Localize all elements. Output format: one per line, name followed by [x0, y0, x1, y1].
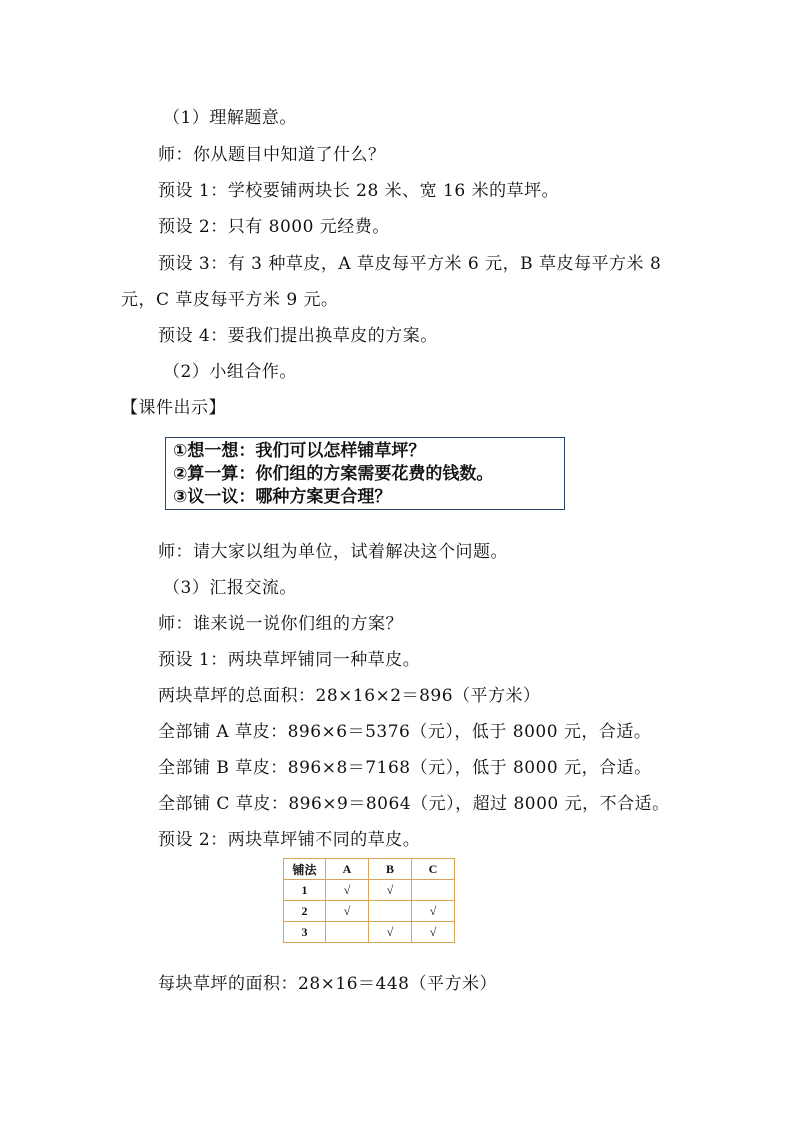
step-1-heading: （1）理解题意。 [163, 108, 297, 128]
assumption-3-continued: 元，C 草皮每平方米 9 元。 [121, 290, 339, 310]
table-cell: 3 [284, 922, 326, 943]
table-row [284, 880, 455, 901]
total-area-calc: 两块草坪的总面积：28×16×2＝896（平方米） [158, 686, 541, 706]
step-3-heading: （3）汇报交流。 [163, 578, 297, 598]
table-header-cell: A [326, 859, 369, 880]
table-cell [412, 880, 455, 901]
table-header-cell: 铺法 [284, 859, 326, 880]
table-cell: 1 [284, 880, 326, 901]
cost-calc-c: 全部铺 C 草皮：896×9＝8064（元），超过 8000 元，不合适。 [158, 794, 670, 814]
plan-assumption-2: 预设 2：两块草坪铺不同的草皮。 [158, 830, 421, 850]
assumption-3: 预设 3：有 3 种草皮，A 草皮每平方米 6 元，B 草皮每平方米 8 [158, 254, 662, 274]
table-cell: √ [369, 922, 412, 943]
single-area-calc: 每块草坪的面积：28×16＝448（平方米） [158, 974, 497, 994]
box-line-think: ①想一想：我们可以怎样铺草坪？ [173, 441, 426, 461]
teacher-question-1: 师：你从题目中知道了什么？ [158, 145, 386, 165]
table-header-cell: C [412, 859, 455, 880]
cost-calc-a: 全部铺 A 草皮：896×6＝5376（元），低于 8000 元，合适。 [158, 722, 652, 742]
box-line-discuss: ③议一议：哪种方案更合理？ [173, 487, 392, 507]
table-row [284, 922, 455, 943]
table-header-row [284, 859, 455, 880]
table-header-cell: B [369, 859, 412, 880]
table-cell [369, 901, 412, 922]
table-cell: √ [412, 901, 455, 922]
courseware-box [165, 437, 565, 510]
courseware-label: 【课件出示】 [121, 398, 226, 418]
table-cell: √ [369, 880, 412, 901]
assumption-4: 预设 4：要我们提出换草皮的方案。 [158, 326, 438, 346]
step-2-heading: （2）小组合作。 [163, 362, 297, 382]
table-cell: √ [412, 922, 455, 943]
teacher-question-2: 师：谁来说一说你们组的方案？ [158, 614, 403, 634]
table-cell [326, 922, 369, 943]
teacher-instruction: 师：请大家以组为单位，试着解决这个问题。 [158, 542, 508, 562]
table-row [284, 901, 455, 922]
table-cell: √ [326, 901, 369, 922]
assumption-1: 预设 1：学校要铺两块长 28 米、宽 16 米的草坪。 [158, 181, 560, 201]
cost-calc-b: 全部铺 B 草皮：896×8＝7168（元），低于 8000 元，合适。 [158, 758, 652, 778]
plan-table [283, 858, 455, 943]
assumption-2: 预设 2：只有 8000 元经费。 [158, 217, 390, 237]
box-line-calculate: ②算一算：你们组的方案需要花费的钱数。 [173, 464, 494, 484]
table-cell: √ [326, 880, 369, 901]
plan-assumption-1: 预设 1：两块草坪铺同一种草皮。 [158, 650, 421, 670]
table-cell: 2 [284, 901, 326, 922]
